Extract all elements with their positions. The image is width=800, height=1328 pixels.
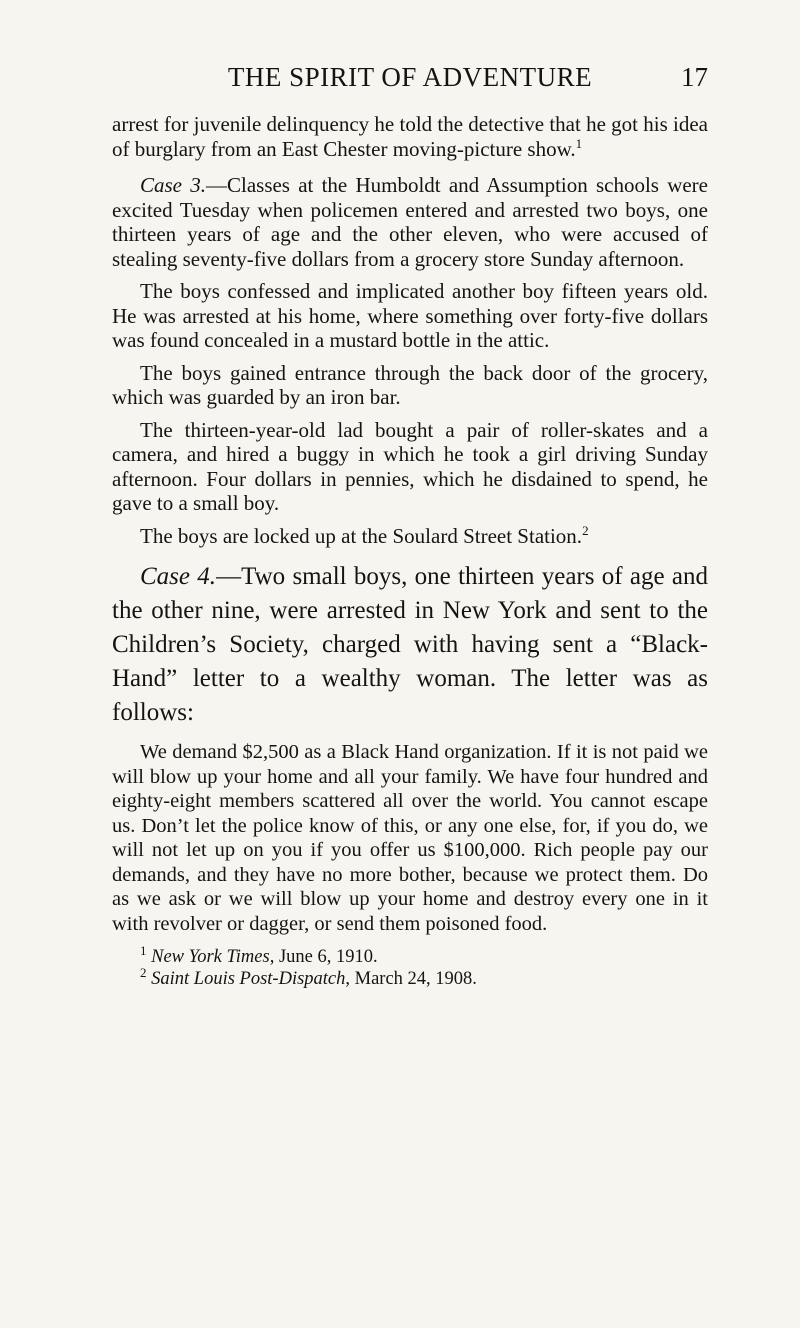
footnote-ref: 1: [575, 135, 583, 151]
case-label: Case 3.: [140, 173, 206, 197]
footnote-details: , June 6, 1910.: [269, 947, 378, 967]
paragraph-text: The boys are locked up at the Soulard Street Station.: [140, 523, 583, 548]
page-number: 17: [681, 62, 708, 92]
case-label: Case 4.: [140, 563, 217, 590]
footnote-ref: 2: [582, 522, 589, 538]
paragraph: The boys gained entrance through the back door of the grocery, which was guarded by an iron bar.: [112, 360, 708, 409]
page-body: [112, 112, 708, 990]
running-title: THE SPIRIT OF ADVENTURE: [227, 62, 593, 92]
paragraph-text: arrest for juvenile delinquency he told the detective that he got his idea of burglary from an East Chester moving-picture show.: [112, 112, 708, 161]
paragraph-case-4: [112, 560, 708, 730]
running-head: [112, 62, 708, 102]
footnote-mark: 1: [140, 942, 147, 958]
paragraph-text: —Classes at the Humboldt and Assumption schools were excited Tuesday when policemen entered and arrested two boys, one thirteen years of age and the other eleven, who were accused of stealing seventy-five dollars from a grocery store Sunday afternoon.: [112, 173, 708, 271]
paragraph-case-3: [112, 173, 708, 271]
letter-quote: We demand $2,500 as a Black Hand organization. If it is not paid we will blow up your home and all your family. We have four hundred and eighty-eight members scattered all over the world. You cannot escape us. Don’t let the police know of this, or any one else, for, if you do, we will not let up on you if you offer us $100,000. Rich people pay our demands, and they have no more bother, because we protect them. Do as we ask or we will blow up your home and destroy every one in it with revolver or dagger, or send them poisoned food.: [112, 741, 708, 935]
footnotes: [112, 942, 708, 990]
footnote-source: Saint Louis Post-Dispatch: [151, 969, 346, 989]
paragraph-continuation: [112, 112, 708, 161]
footnote-source: New York Times: [151, 947, 270, 967]
paragraph: The thirteen-year-old lad bought a pair of roller-skates and a camera, and hired a buggy in which he took a girl driving Sunday afternoon. Four dollars in pennies, which he disdained to spend, he gave to a small boy.: [112, 417, 708, 515]
footnote: [112, 942, 708, 968]
paragraph: The boys confessed and implicated another boy fifteen years old. He was arrested at his home, where something over forty-five dollars was found concealed in a mustard bottle in the attic.: [112, 279, 708, 352]
paragraph: [112, 524, 708, 549]
footnote-details: , March 24, 1908.: [345, 969, 477, 989]
footnote: [112, 964, 708, 990]
footnote-mark: 2: [140, 964, 147, 980]
paragraph-text: —Two small boys, one thirteen years of age and the other nine, were arrested in New York and sent to the Children’s Society, charged with having sent a “Black-Hand” letter to a wealthy woman. The letter was as follows:: [112, 563, 708, 726]
